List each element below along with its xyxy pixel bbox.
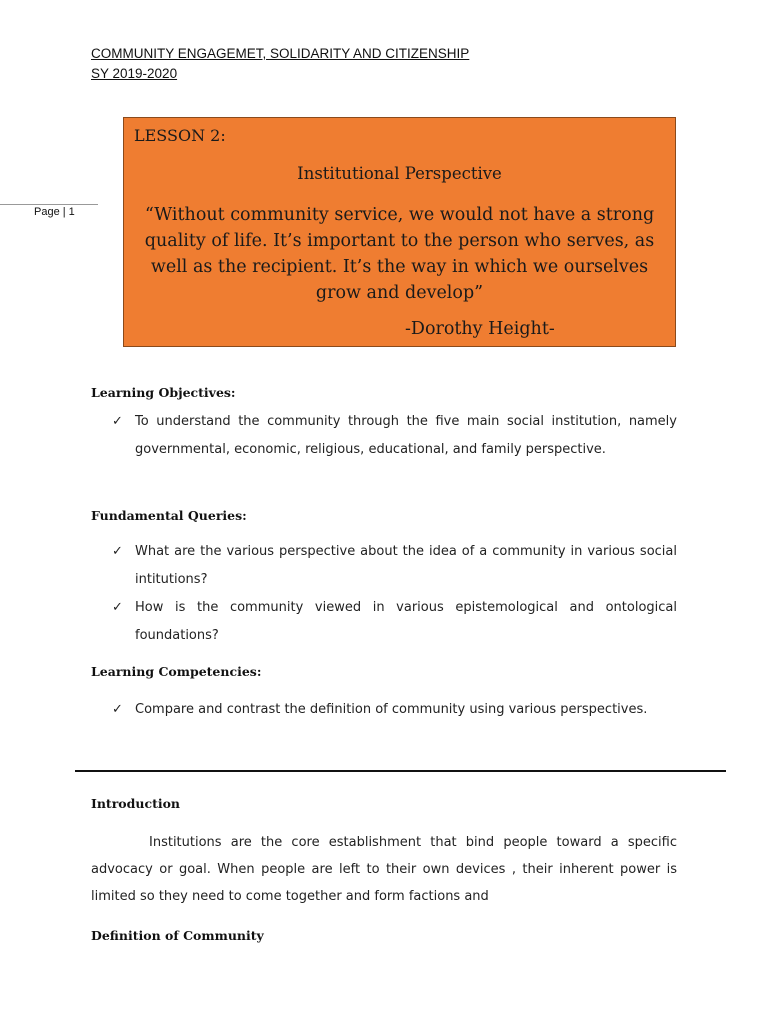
checkmark-icon: ✓ (112, 702, 123, 717)
introduction-heading: Introduction (91, 796, 181, 811)
quote-author: -Dorothy Height- (405, 319, 555, 339)
school-year: SY 2019-2020 (91, 66, 178, 81)
fundamental-queries-heading: Fundamental Queries: (91, 508, 247, 523)
learning-competencies-heading: Learning Competencies: (91, 664, 262, 679)
lesson-quote: “Without community service, we would not have a strong quality of life. It’s important to the person who serves, as well as the recipient. It’s the way in which we ourselves grow and develop” (144, 205, 655, 303)
list-item-text: To understand the community through the five main social institution, namely governmental, economic, religious, educational, and family perspective. (135, 414, 677, 457)
list-item (112, 408, 677, 464)
lesson-label: LESSON 2: (134, 126, 226, 145)
section-divider (75, 770, 726, 772)
list-item (112, 696, 677, 724)
checkmark-icon: ✓ (112, 414, 123, 429)
introduction-paragraph: Institutions are the core establishment that bind people toward a specific advocacy or goal. When people are left to their own devices , their inherent power is limited so they need to come together and form factions and (91, 835, 677, 904)
list-item-text: Compare and contrast the definition of community using various perspectives. (135, 702, 648, 717)
list-item-text: What are the various perspective about the idea of a community in various social intitutions? (135, 544, 677, 587)
learning-objectives-heading: Learning Objectives: (91, 385, 236, 400)
lesson-title: Institutional Perspective (297, 164, 502, 183)
learning-objectives-list (112, 408, 677, 464)
list-item-text: How is the community viewed in various epistemological and ontological foundations? (135, 600, 677, 643)
page-number: Page | 1 (34, 206, 75, 218)
learning-competencies-list (112, 696, 677, 724)
checkmark-icon: ✓ (112, 544, 123, 559)
definition-heading: Definition of Community (91, 928, 264, 943)
course-title: COMMUNITY ENGAGEMET, SOLIDARITY AND CITIZENSHIP (91, 46, 470, 61)
checkmark-icon: ✓ (112, 600, 123, 615)
lesson-box (123, 117, 676, 347)
fundamental-queries-list (112, 538, 677, 650)
page-margin-rule (0, 204, 98, 205)
list-item (112, 594, 677, 650)
list-item (112, 538, 677, 594)
